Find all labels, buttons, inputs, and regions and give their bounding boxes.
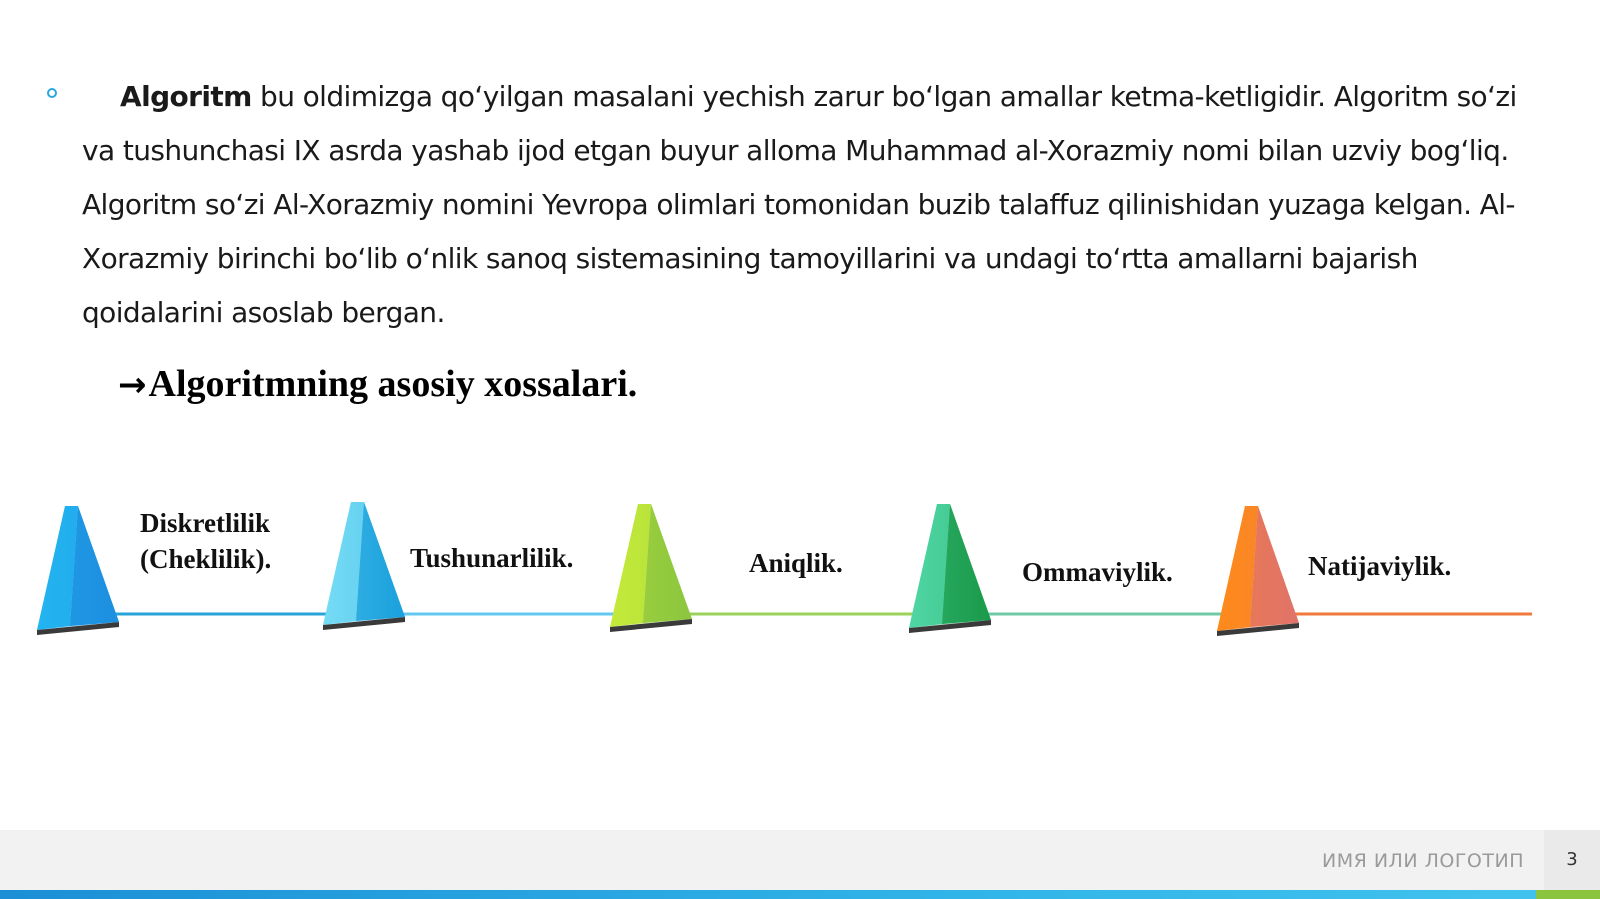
cone-shading [909, 504, 991, 628]
property-label-effectiveness [1308, 548, 1451, 584]
property-label-line: (Cheklilik). [140, 544, 272, 574]
page-number: 3 [1544, 830, 1600, 890]
property-cone-icon [610, 504, 692, 632]
algorithm-term: Algoritm [120, 80, 252, 113]
footer-band [0, 830, 1544, 890]
property-label-line: Tushunarlilik. [410, 543, 574, 573]
cone-shading [1217, 506, 1299, 631]
property-label-precision [749, 545, 843, 581]
property-label-line: Aniqlik. [749, 548, 843, 578]
property-label-mass-applicability [1022, 554, 1173, 590]
property-label-line: Ommaviylik. [1022, 557, 1173, 587]
arrow-right-icon: → [118, 365, 147, 405]
bottom-accent-bar [0, 890, 1600, 899]
property-label-line: Natijaviylik. [1308, 551, 1452, 581]
properties-timeline [0, 480, 1600, 650]
property-cone-icon [323, 502, 405, 630]
cone-shading [323, 502, 405, 625]
footer-logo-placeholder: ИМЯ ИЛИ ЛОГОТИП [1322, 850, 1524, 872]
cone-shading [37, 506, 119, 630]
algorithm-definition-paragraph [82, 70, 1542, 340]
section-subheading [118, 362, 637, 406]
property-cone-icon [37, 506, 119, 635]
cone-shading [610, 504, 692, 627]
property-cone-icon [909, 504, 991, 633]
subheading-text: Algoritmning asosiy xossalari. [148, 363, 638, 405]
property-label-discreteness [140, 505, 271, 577]
bullet-circle-icon [47, 88, 57, 98]
property-cone-icon [1217, 506, 1299, 636]
property-label-line: Diskretlilik [140, 508, 271, 538]
property-label-clarity [410, 540, 573, 576]
algorithm-definition-text: bu oldimizga qoʻyilgan masalani yechish zarur boʻlgan amallar ketma-ketligidir. Algoritm soʻzi va tushunchasi IX asrda yashab ijod etgan buyur alloma Muhammad al-Xorazmiy nomi bilan uzviy bogʻliq. Algoritm soʻzi Al-Xorazmiy nomini Yevropa olimlari tomonidan buzib talaffuz qilinishidan yuzaga kelgan. Al-Xorazmiy birinchi boʻlib oʻnlik sanoq sistemasining tamoyillarini va undagi toʻrtta amallarni bajarish qoidalarini asoslab bergan. [82, 80, 1517, 329]
